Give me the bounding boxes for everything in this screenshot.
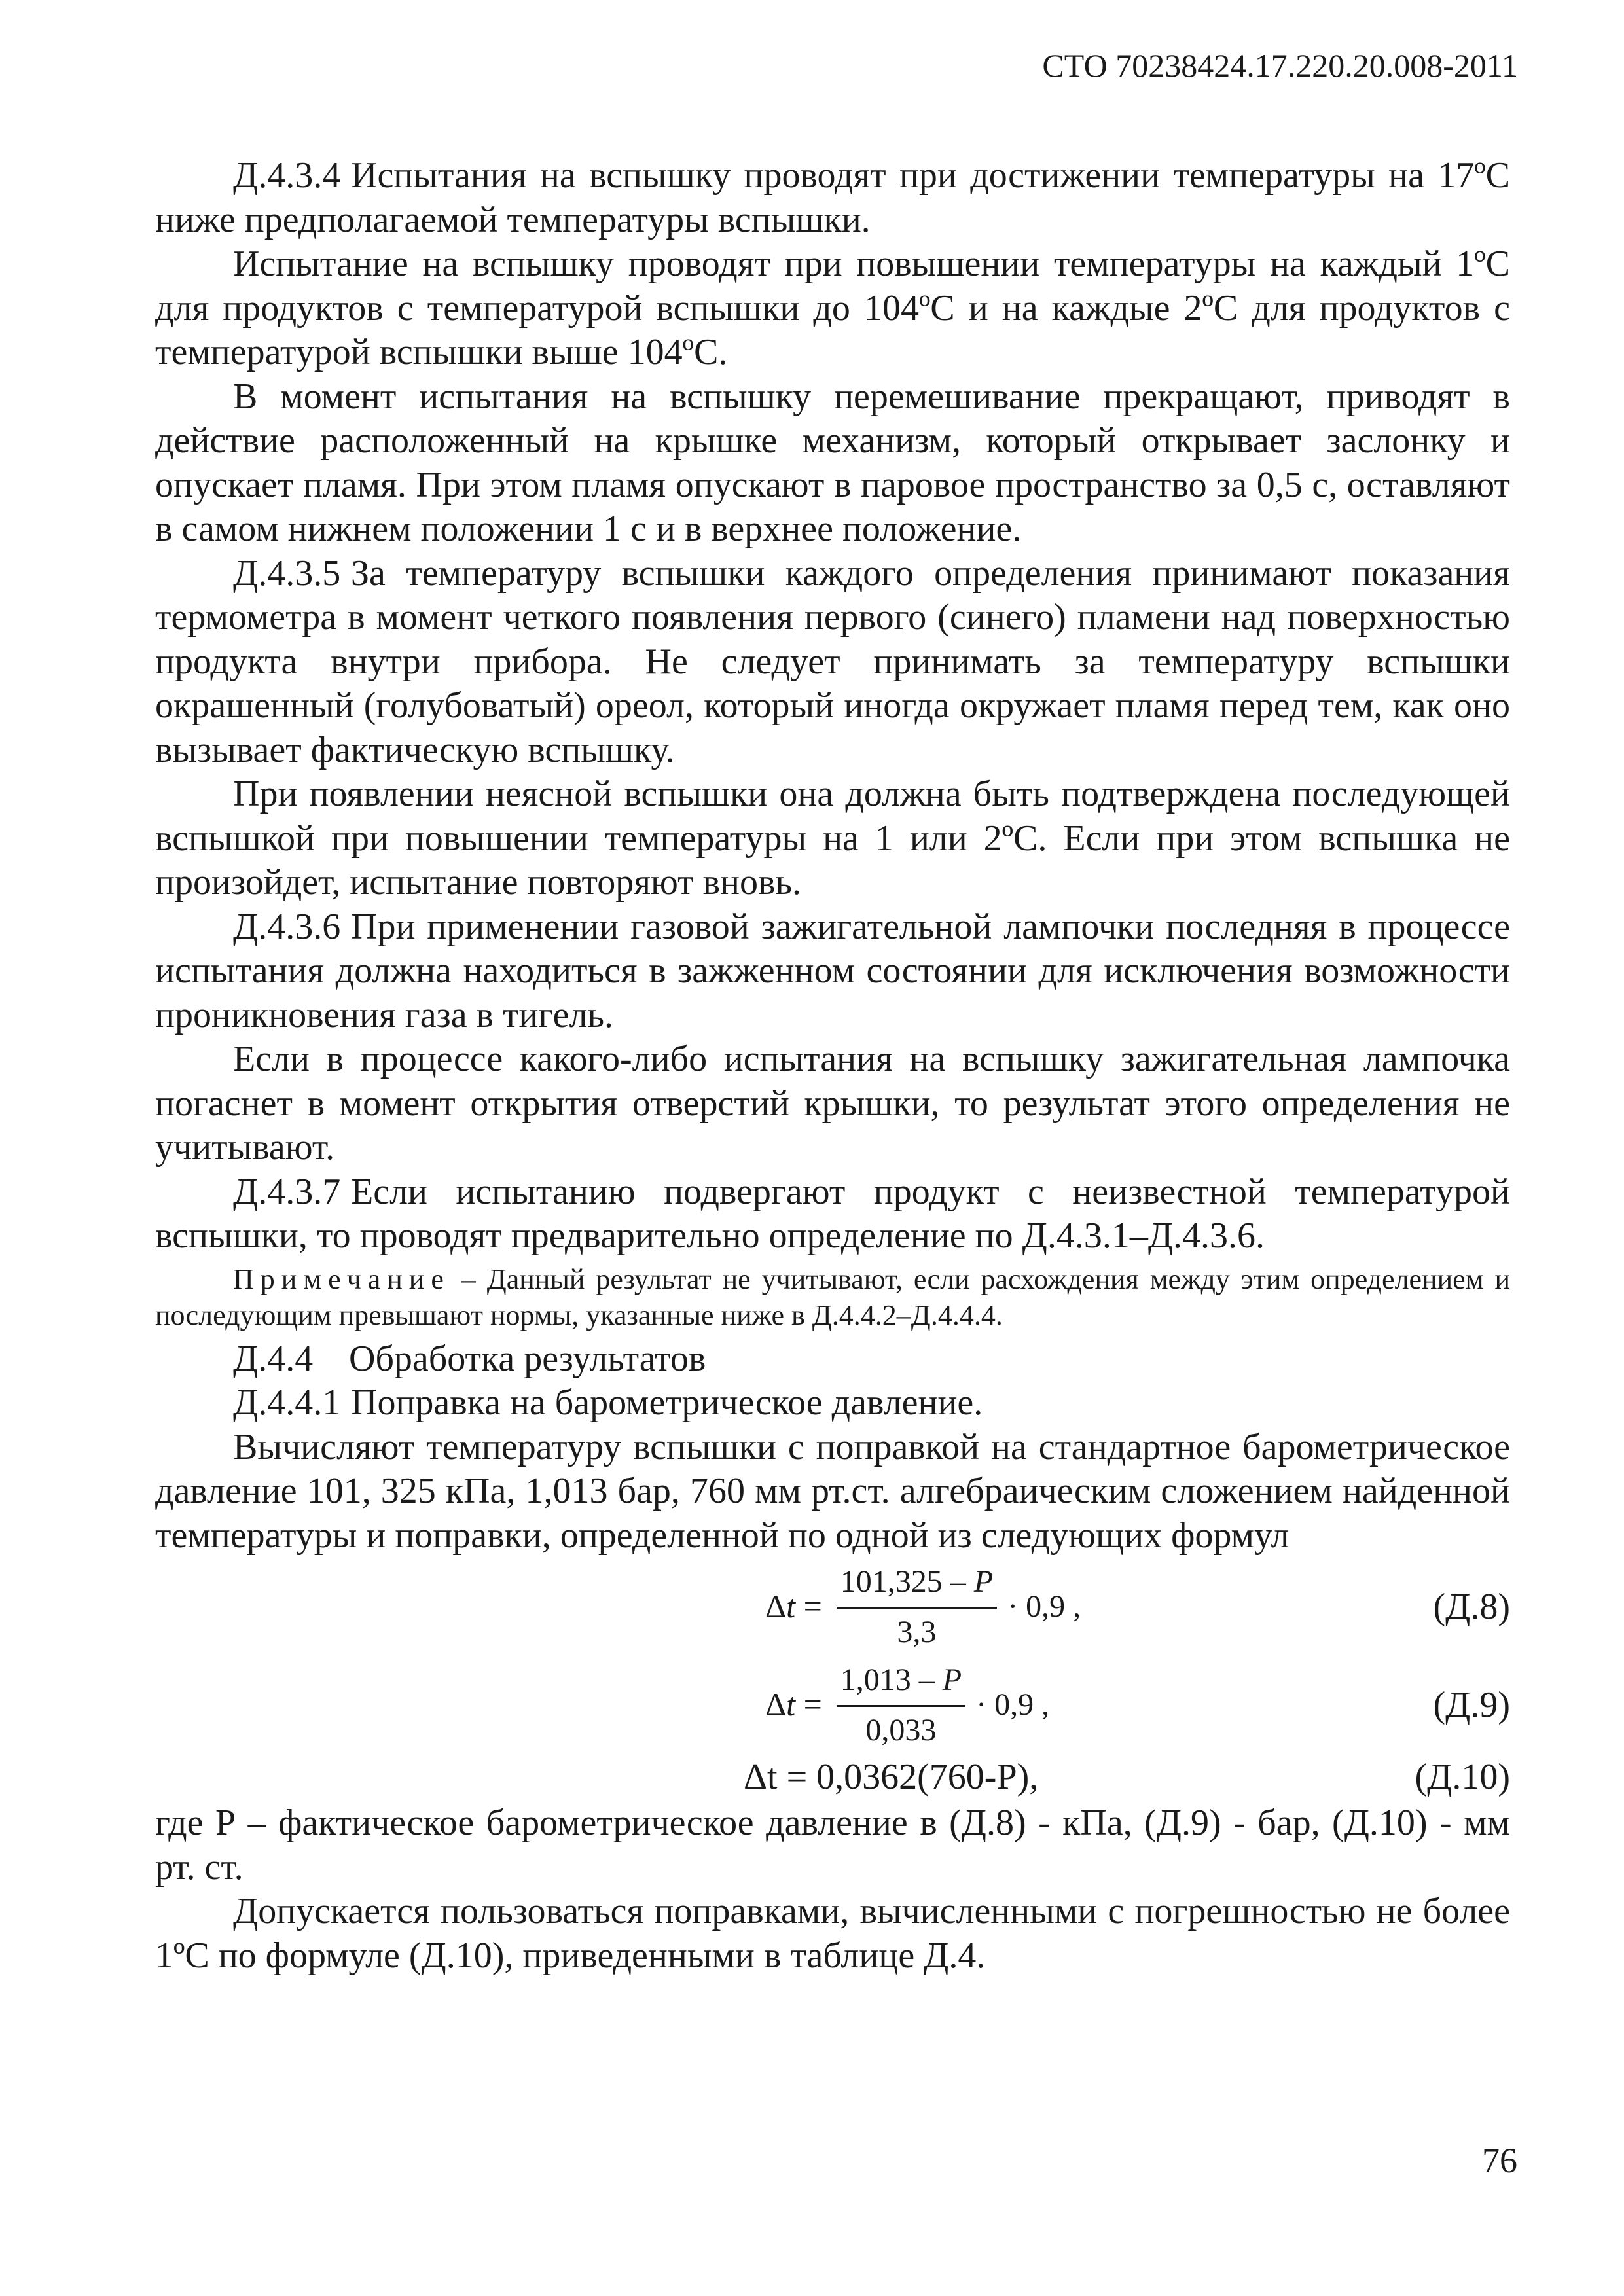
- paragraph-d434: [155, 154, 1510, 242]
- equals-sign: =: [803, 1686, 822, 1723]
- clause-number: Д.4.3.6: [233, 906, 341, 947]
- numerator: 1,013 – P: [837, 1658, 965, 1707]
- note-text: – Данный результат не учитывают, если расхождения между этим определением и последующим превышают нормы, указанные ниже в Д.4.4.2–Д.4.4.4.: [155, 1263, 1510, 1331]
- delta-symbol: Δ: [765, 1588, 787, 1625]
- denominator: 3,3: [897, 1614, 937, 1649]
- equation-number: (Д.8): [1433, 1587, 1510, 1627]
- paragraph-d435: [155, 552, 1510, 773]
- paragraph-d437: [155, 1170, 1510, 1259]
- numerator: 101,325 – P: [837, 1560, 997, 1609]
- paragraph-flame-lowering: В момент испытания на вспышку перемешивание прекращают, приводят в действие расположенный на крышке механизм, который открывает заслонку и опускает пламя. При этом пламя опускают в паровое пространство за 0,5 с, оставляют в самом нижнем положении 1 с и в верхнее положение.: [155, 376, 1510, 549]
- paragraph-text: Поправка на барометрическое давление.: [351, 1382, 983, 1423]
- equals-sign: =: [803, 1588, 822, 1625]
- paragraph-text: При применении газовой зажигательной лампочки последняя в процессе испытания должна находиться в зажженном состоянии для исключения возможности проникновения газа в тигель.: [155, 906, 1510, 1035]
- section-heading-d44: [155, 1337, 1510, 1382]
- formula-tail: · 0,9 ,: [1007, 1589, 1081, 1624]
- equation-number: (Д.10): [1415, 1757, 1510, 1797]
- formula-tail: · 0,9 ,: [976, 1687, 1050, 1723]
- paragraph-table-reference: Допускается пользоваться поправками, вычисленными с погрешностью не более 1ºС по формуле (Д.10), приведенными в таблице Д.4.: [155, 1891, 1510, 1976]
- paragraph-unclear-flash: При появлении неясной вспышки она должна быть подтверждена последующей вспышкой при повышении температуры на 1 или 2ºС. Если при этом вспышка не произойдет, испытание повторяют вновь.: [155, 774, 1510, 903]
- note: [155, 1261, 1510, 1333]
- formula-body: [765, 1656, 1049, 1754]
- paragraph-text: За температуру вспышки каждого определения принимают показания термометра в момент четкого появления первого (синего) пламени над поверхностью продукта внутри прибора. Не следует принимать за температуру вспышки окрашенный (голубоватый) ореол, который иногда окружает пламя перед тем, как оно вызывает фактическую вспышку.: [155, 552, 1510, 770]
- paragraph-text: Если испытанию подвергают продукт с неизвестной температурой вспышки, то проводят предварительно определение по Д.4.3.1–Д.4.3.6.: [155, 1171, 1510, 1256]
- paragraph-d436: [155, 905, 1510, 1038]
- fraction: [837, 1658, 965, 1752]
- denominator: 0,033: [865, 1712, 937, 1748]
- page-content: [155, 154, 1510, 1978]
- section-number: Д.4.4: [233, 1338, 314, 1379]
- paragraph-step-increase: Испытание на вспышку проводят при повышении температуры на каждый 1ºС для продуктов с температурой вспышки до 104ºС и на каждые 2ºС для продуктов с температурой вспышки выше 104ºС.: [155, 243, 1510, 372]
- page-number: 76: [1482, 2141, 1517, 2180]
- paragraph-text: Испытания на вспышку проводят при достижении температуры на 17ºС ниже предполагаемой температуры вспышки.: [155, 155, 1510, 240]
- formula-d8: [155, 1558, 1510, 1656]
- fraction: [837, 1560, 997, 1654]
- document-code-header: СТО 70238424.17.220.20.008-2011: [1042, 47, 1518, 84]
- note-label: Примечание: [233, 1263, 450, 1295]
- paragraph-calculation: Вычисляют температуру вспышки с поправкой на стандартное барометрическое давление 101, 325 кПа, 1,013 бар, 760 мм рт.ст. алгебраическим сложением найденной температуры и поправки, определенной по одной из следующих формул: [155, 1426, 1510, 1556]
- clause-number: Д.4.3.7: [233, 1171, 341, 1212]
- formula-body: [765, 1558, 1081, 1656]
- paragraph-where-definition: где Р – фактическое барометрическое давление в (Д.8) - кПа, (Д.9) - бар, (Д.10) - мм рт. ст.: [155, 1803, 1510, 1888]
- clause-number: Д.4.4.1: [233, 1382, 341, 1423]
- variable-t: t: [786, 1588, 796, 1625]
- clause-number: Д.4.3.5: [233, 552, 341, 594]
- delta-symbol: Δ: [765, 1686, 787, 1723]
- variable-t: t: [786, 1686, 796, 1723]
- formula-d10: [155, 1754, 1510, 1801]
- formula-d9: [155, 1656, 1510, 1754]
- section-title: Обработка результатов: [349, 1338, 706, 1379]
- variable-p: P: [942, 1662, 962, 1697]
- paragraph-lamp-extinguished: Если в процессе какого-либо испытания на вспышку зажигательная лампочка погаснет в момент открытия отверстий крышки, то результат этого определения не учитывают.: [155, 1039, 1510, 1168]
- variable-p: P: [973, 1564, 994, 1599]
- equation-number: (Д.9): [1433, 1685, 1510, 1725]
- formula-body: Δt = 0,0362(760-Р),: [744, 1757, 1039, 1797]
- clause-number: Д.4.3.4: [233, 155, 341, 196]
- paragraph-d441: [155, 1381, 1510, 1426]
